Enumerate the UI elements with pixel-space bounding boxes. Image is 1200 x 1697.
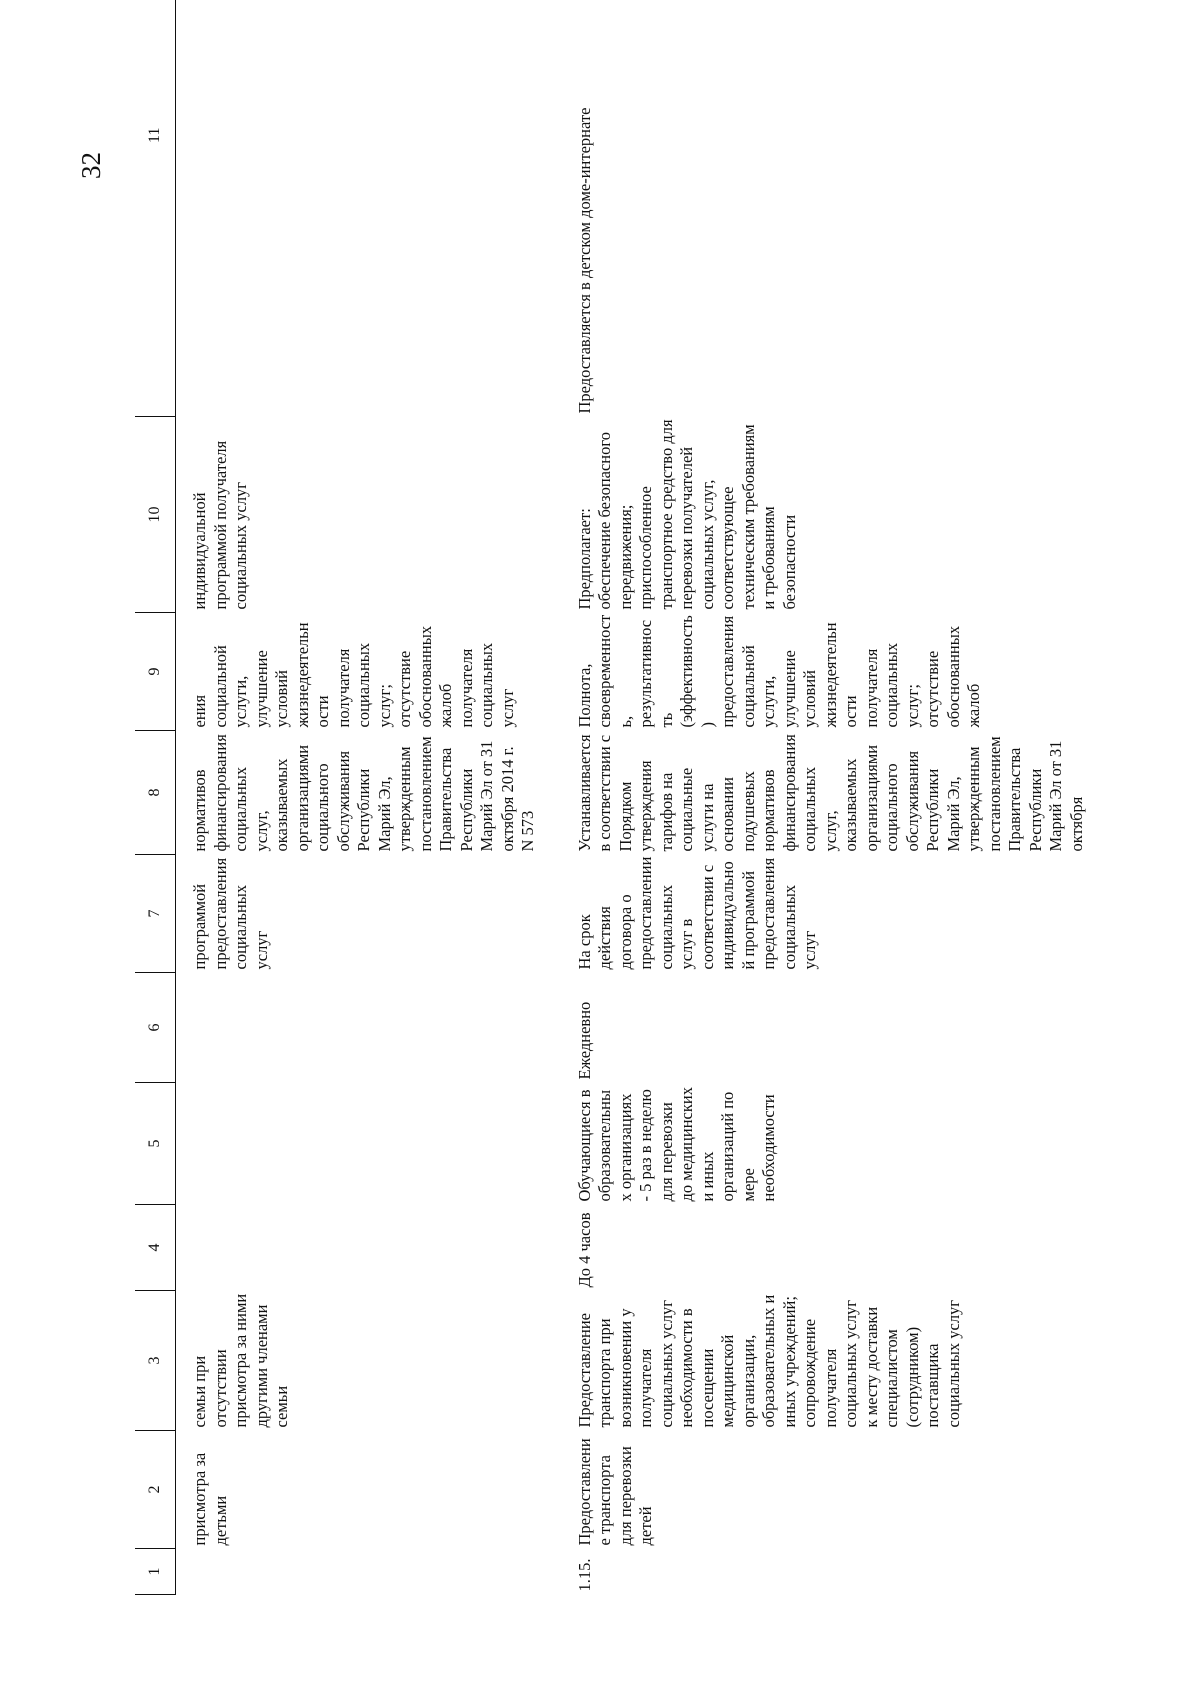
- cell-notes: Предоставляется в детском доме-интернате: [574, 107, 594, 414]
- cell-frequency: [176, 1083, 557, 1205]
- header-cell: 5: [135, 1083, 176, 1205]
- cell-notes: [176, 0, 557, 417]
- services-table: [135, 0, 1105, 1595]
- cell-schedule: [176, 973, 557, 1083]
- cell-quality-indicators: Полнота, своевременность, результативность (эффективность) предоставления социальной услуги, улучшение условий жизнедеятельности получателя социальных услуг; отсутствие обоснованных жалоб: [574, 614, 983, 728]
- cell-description: Предоставление транспорта при возникновении у получателя социальных услуг необходимости в посещении медицинской организации, образовательных и иных учреждений; сопровождение получателя социальных услуг к месту доставки специалистом (сотрудником) поставщика социальных услуг: [574, 1294, 963, 1428]
- rotated-table-container: [135, 35, 1086, 1595]
- header-cell: 2: [135, 1431, 176, 1549]
- cell-term: программой предоставления социальных услуг: [190, 857, 271, 970]
- cell-term: На срок действия договора о предоставлении социальных услуг в соответствии с индивидуальной программой предоставления социальных услуг: [574, 856, 819, 970]
- cell-tariff: нормативов финансирования социальных услуг, оказываемых организациями социального обслуживания Республики Марий Эл, утвержденным постановлением Правительства Республики Марий Эл от 31 октября 2014 г. N 573: [190, 734, 537, 852]
- header-cell: 3: [135, 1291, 176, 1431]
- table-row: [176, 0, 557, 1595]
- header-cell: 9: [135, 613, 176, 731]
- header-cell: 8: [135, 731, 176, 855]
- cell-duration: До 4 часов: [574, 1212, 594, 1288]
- cell-duration: [176, 1205, 557, 1291]
- page-number: 32: [76, 152, 106, 179]
- cell-service-name: присмотра за детьми: [190, 1452, 230, 1546]
- cell-number: 1.15.: [574, 1558, 594, 1592]
- table-row: [557, 0, 1106, 1595]
- header-cell: 7: [135, 855, 176, 973]
- header-cell: 10: [135, 417, 176, 613]
- header-cell: 4: [135, 1205, 176, 1291]
- header-cell: 1: [135, 1549, 176, 1595]
- header-cell: 11: [135, 0, 176, 417]
- cell-conditions: Предполагает: обеспечение безопасного передвижения; приспособленное транспортное средство для перевозки получателей социальных услуг, соответствующее техническим требованиям и требованиям безопасности: [574, 419, 799, 610]
- cell-service-name: Предоставление транспорта для перевозки детей: [574, 1438, 655, 1546]
- header-cell: 6: [135, 973, 176, 1083]
- header-row: [135, 0, 176, 1595]
- cell-number: [176, 1549, 557, 1595]
- cell-quality-indicators: ения социальной услуги, улучшение условий жизнедеятельности получателя социальных услуг; отсутствие обоснованных жалоб получателя социальных услуг: [190, 622, 517, 728]
- cell-tariff: Устанавливается в соответствии с Порядком утверждения тарифов на социальные услуги на основании подушевых нормативов финансирования социальных услуг, оказываемых организациями социального обслуживания Республики Марий Эл, утвержденным постановлением Правительства Республики Марий Эл от 31 октября: [574, 734, 1086, 852]
- cell-schedule: Ежедневно: [574, 1001, 594, 1080]
- cell-frequency: Обучающиеся в образовательных организациях - 5 раз в неделю для перевозки до медицинских и иных организаций по мере необходимости: [574, 1087, 778, 1202]
- cell-conditions: индивидуальной программой получателя социальных услуг: [190, 440, 250, 610]
- cell-description: семьи при отсутствии присмотра за ними другими членами семьи: [190, 1293, 291, 1428]
